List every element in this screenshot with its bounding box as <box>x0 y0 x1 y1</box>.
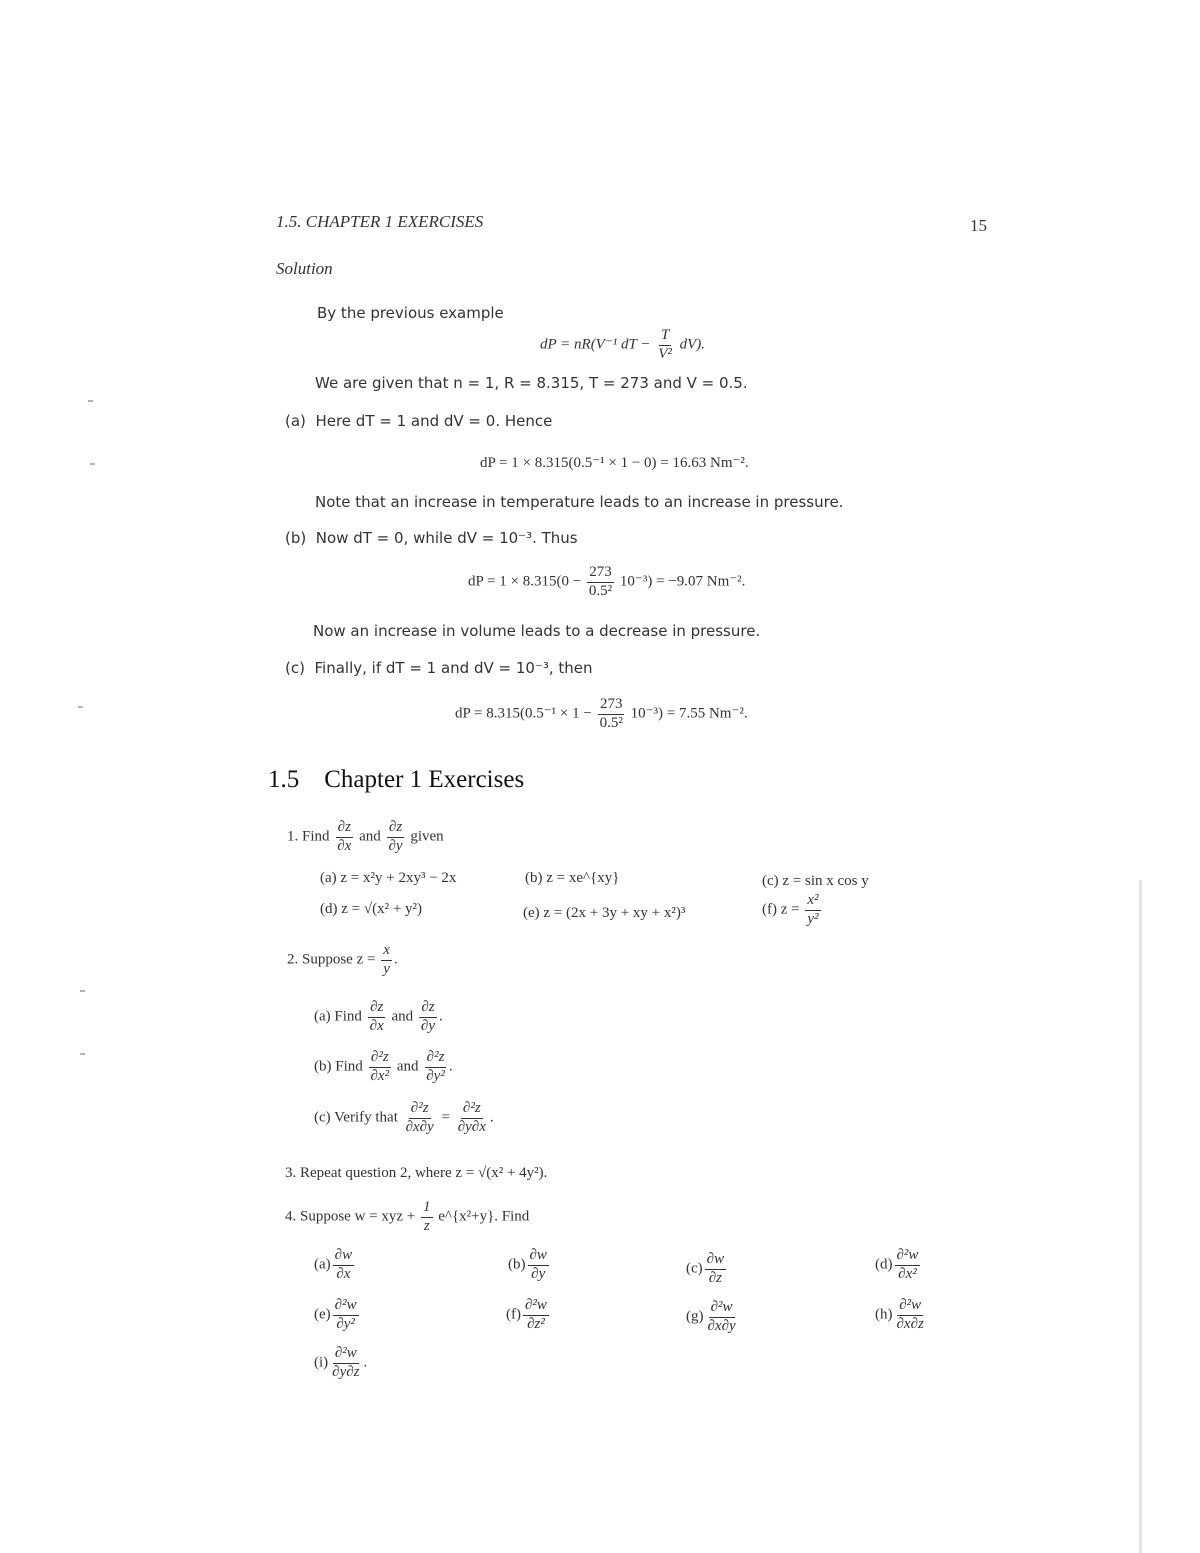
solution-heading: Solution <box>276 259 333 278</box>
page-edge-shadow <box>1139 880 1142 1553</box>
exercise-4i: (i) $\frac{\text{∂²w}}{\partial y\partial z}$ . <box>314 1345 368 1380</box>
exercise-4d: (d) $\frac{\text{∂²w}}{\text{∂x²}}$ <box>875 1247 919 1282</box>
exercise-2a: (a) Find $\frac{\partial z}{\partial x}$ and $\frac{\partial z}{\partial y}$ . <box>314 999 443 1034</box>
equation-a: dP = 1 × 8.315(0.5⁻¹ × 1 − 0) = 16.63 Nm⁻². <box>480 455 749 471</box>
note-b: Now an increase in volume leads to a decrease in pressure. <box>313 622 761 640</box>
scan-speck <box>88 400 93 402</box>
part-b: (b) Now dT = 0, while dV = 10⁻³. Thus <box>285 529 578 547</box>
exercise-1e: (e) z = (2x + 3y + xy + x²)³ <box>523 905 686 921</box>
given-values: We are given that n = 1, R = 8.315, T = 273 and V = 0.5. <box>315 374 748 392</box>
exercise-2-prompt: 2. Suppose z = $\frac{x}{y}$ . <box>287 942 398 977</box>
scan-speck <box>80 1053 85 1055</box>
part-c: (c) Finally, if dT = 1 and dV = 10⁻³, then <box>285 659 593 677</box>
exercise-2c: (c) Verify that $\frac{\text{∂²z}}{\partial x\partial y}$ = $\frac{\text{∂²z}}{\partial y\partial x}$ . <box>314 1100 494 1135</box>
running-header: 1.5. CHAPTER 1 EXERCISES <box>276 212 484 231</box>
page-number: 15 <box>970 216 987 235</box>
exercise-2b: (b) Find $\frac{\text{∂²z}}{\text{∂x²}}$ and $\frac{\text{∂²z}}{\text{∂y²}}$ . <box>314 1049 453 1084</box>
exercise-4e: (e) $\frac{\text{∂²w}}{\text{∂y²}}$ <box>314 1297 357 1332</box>
note-a: Note that an increase in temperature leads to an increase in pressure. <box>315 493 844 511</box>
scan-speck <box>80 990 85 992</box>
exercise-1f: (f) z = $\frac{\text{x²}}{\text{y²}}$ <box>762 892 819 927</box>
exercise-4c: (c) $\frac{\partial w}{\partial z}$ <box>686 1251 725 1286</box>
equation-main: dP = nR(V⁻¹ dT − $\frac{T}{\text{V²}}$ dV). <box>540 327 706 362</box>
exercise-4a: (a) $\frac{\partial w}{\partial x}$ <box>314 1247 353 1282</box>
exercise-4f: (f) $\frac{\text{∂²w}}{\text{∂z²}}$ <box>506 1297 547 1332</box>
exercise-4h: (h) $\frac{\text{∂²w}}{\partial x\partial z}$ <box>875 1297 924 1332</box>
part-a: (a) Here dT = 1 and dV = 0. Hence <box>285 412 553 430</box>
exercise-3: 3. Repeat question 2, where z = √(x² + 4y²). <box>285 1165 548 1181</box>
section-title: 1.5 Chapter 1 Exercises <box>268 766 525 793</box>
equation-b: dP = 1 × 8.315(0 − $\frac{273}{\text{0.5²}}$ 10⁻³) = −9.07 Nm⁻². <box>468 564 746 599</box>
solution-intro: By the previous example <box>317 304 504 322</box>
exercise-1b: (b) z = xe^{xy} <box>525 870 620 886</box>
exercise-1-prompt: 1. Find $\frac{\partial z}{\partial x}$ and $\frac{\partial z}{\partial y}$ given <box>287 819 444 854</box>
exercise-1a: (a) z = x²y + 2xy³ − 2x <box>320 870 457 886</box>
exercise-4-prompt: 4. Suppose w = xyz + $\frac{1}{z}$ e^{x²+y}. Find <box>285 1199 530 1234</box>
equation-c: dP = 8.315(0.5⁻¹ × 1 − $\frac{273}{\text{0.5²}}$ 10⁻³) = 7.55 Nm⁻². <box>455 696 748 731</box>
scan-speck <box>90 463 95 465</box>
exercise-4b: (b) $\frac{\partial w}{\partial y}$ <box>508 1247 547 1282</box>
exercise-4g: (g) $\frac{\text{∂²w}}{\partial x\partial y}$ <box>686 1299 736 1334</box>
scan-speck <box>78 706 83 708</box>
exercise-1d: (d) z = √(x² + y²) <box>320 901 423 917</box>
exercise-1c: (c) z = sin x cos y <box>762 873 869 889</box>
